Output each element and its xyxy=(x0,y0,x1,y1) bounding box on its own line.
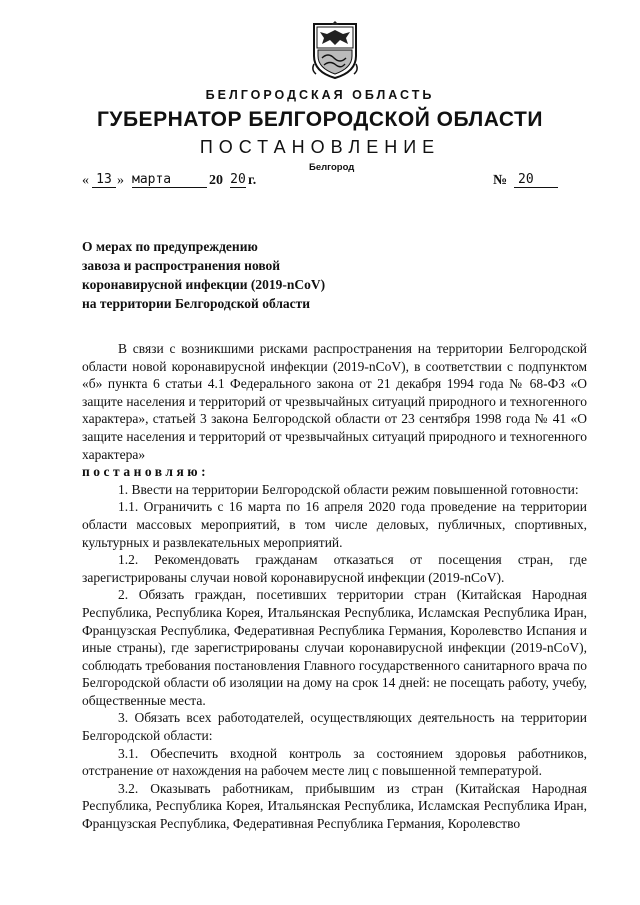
title-line: коронавирусной инфекции (2019-nCoV) xyxy=(82,277,326,292)
date-year-unit: г. xyxy=(248,173,257,188)
date-year-suffix: 20 xyxy=(230,172,246,187)
date-quote-close: » xyxy=(117,173,124,188)
document-number-label: № xyxy=(493,173,508,188)
paragraph-3: 3. Обязать всех работодателей, осуществляющих деятельность на территории Белгородской области: xyxy=(82,710,587,744)
coat-of-arms-icon xyxy=(310,18,360,80)
resolve-keyword-text: постановляю: xyxy=(82,464,210,480)
resolve-keyword xyxy=(82,463,587,481)
paragraph-1: 1. Ввести на территории Белгородской области режим повышенной готовности: xyxy=(118,481,579,497)
city-label: Белгород xyxy=(309,162,355,173)
title-line: О мерах по предупреждению xyxy=(82,239,258,254)
paragraph-2: 2. Обязать граждан, посетивших территории стран (Китайская Народная Республика, Республика Корея, Итальянская Республика, Исламская Республика Иран, Французская Республика, Федеративная Республика Германия, Королевство Испания и иные страны), где зарегистрированы случаи коронавирусной инфекции (2019-nCoV), соблюдать требования постановления Главного государственного санитарного врача по Белгородской области об изоляции на дому на срок 14 дней: не посещать работу, учебу, общественные места. xyxy=(82,587,587,708)
date-year-prefix: 20 xyxy=(209,173,223,188)
document-body xyxy=(82,340,587,833)
date-month: марта xyxy=(132,172,207,188)
title-line: на территории Белгородской области xyxy=(82,296,311,311)
document-type-heading: ПОСТАНОВЛЕНИЕ xyxy=(199,137,441,157)
region-heading: БЕЛГОРОДСКАЯ ОБЛАСТЬ xyxy=(205,88,435,102)
paragraph-3-2: 3.2. Оказывать работникам, прибывшим из стран (Китайская Народная Республика, Республика Корея, Итальянская Республика, Исламская Республика Иран, Французская Республика, Федеративная Республика Германия, Королевство xyxy=(82,780,587,832)
governor-heading: ГУБЕРНАТОР БЕЛГОРОДСКОЙ ОБЛАСТИ xyxy=(97,108,543,131)
preamble-paragraph: В связи с возникшими рисками распространения на территории Белгородской области новой коронавирусной инфекции (2019-nCoV), в соответствии с подпунктом «б» пункта 6 статьи 4.1 Федерального закона от 21 декабря 1994 года № 68-ФЗ «О защите населения и территорий от чрезвычайных ситуаций природного и техногенного характера», статьей 3 закона Белгородской области от 23 сентября 1998 года № 41 «О защите населения и территорий от чрезвычайных ситуаций природного и техногенного характера» xyxy=(82,341,587,462)
paragraph-1-2: 1.2. Рекомендовать гражданам отказаться от посещения стран, где зарегистрированы случаи новой коронавирусной инфекции (2019-nCoV). xyxy=(82,552,587,585)
paragraph-3-1: 3.1. Обеспечить входной контроль за состоянием здоровья работников, отстранение от нахождения на рабочем месте лиц с повышенной температурой. xyxy=(82,745,587,779)
date-line xyxy=(82,172,562,192)
date-day: 13 xyxy=(92,172,116,188)
date-quote-open: « xyxy=(82,173,89,188)
paragraph-1-1: 1.1. Ограничить с 16 марта по 16 апреля 2020 года проведение на территории области массовых мероприятий, в том числе деловых, публичных, спортивных, культурных и развлекательных мероприятий. xyxy=(82,499,587,550)
document-number: 20 xyxy=(514,172,558,188)
title-line: завоза и распространения новой xyxy=(82,258,281,273)
document-title xyxy=(82,237,382,313)
